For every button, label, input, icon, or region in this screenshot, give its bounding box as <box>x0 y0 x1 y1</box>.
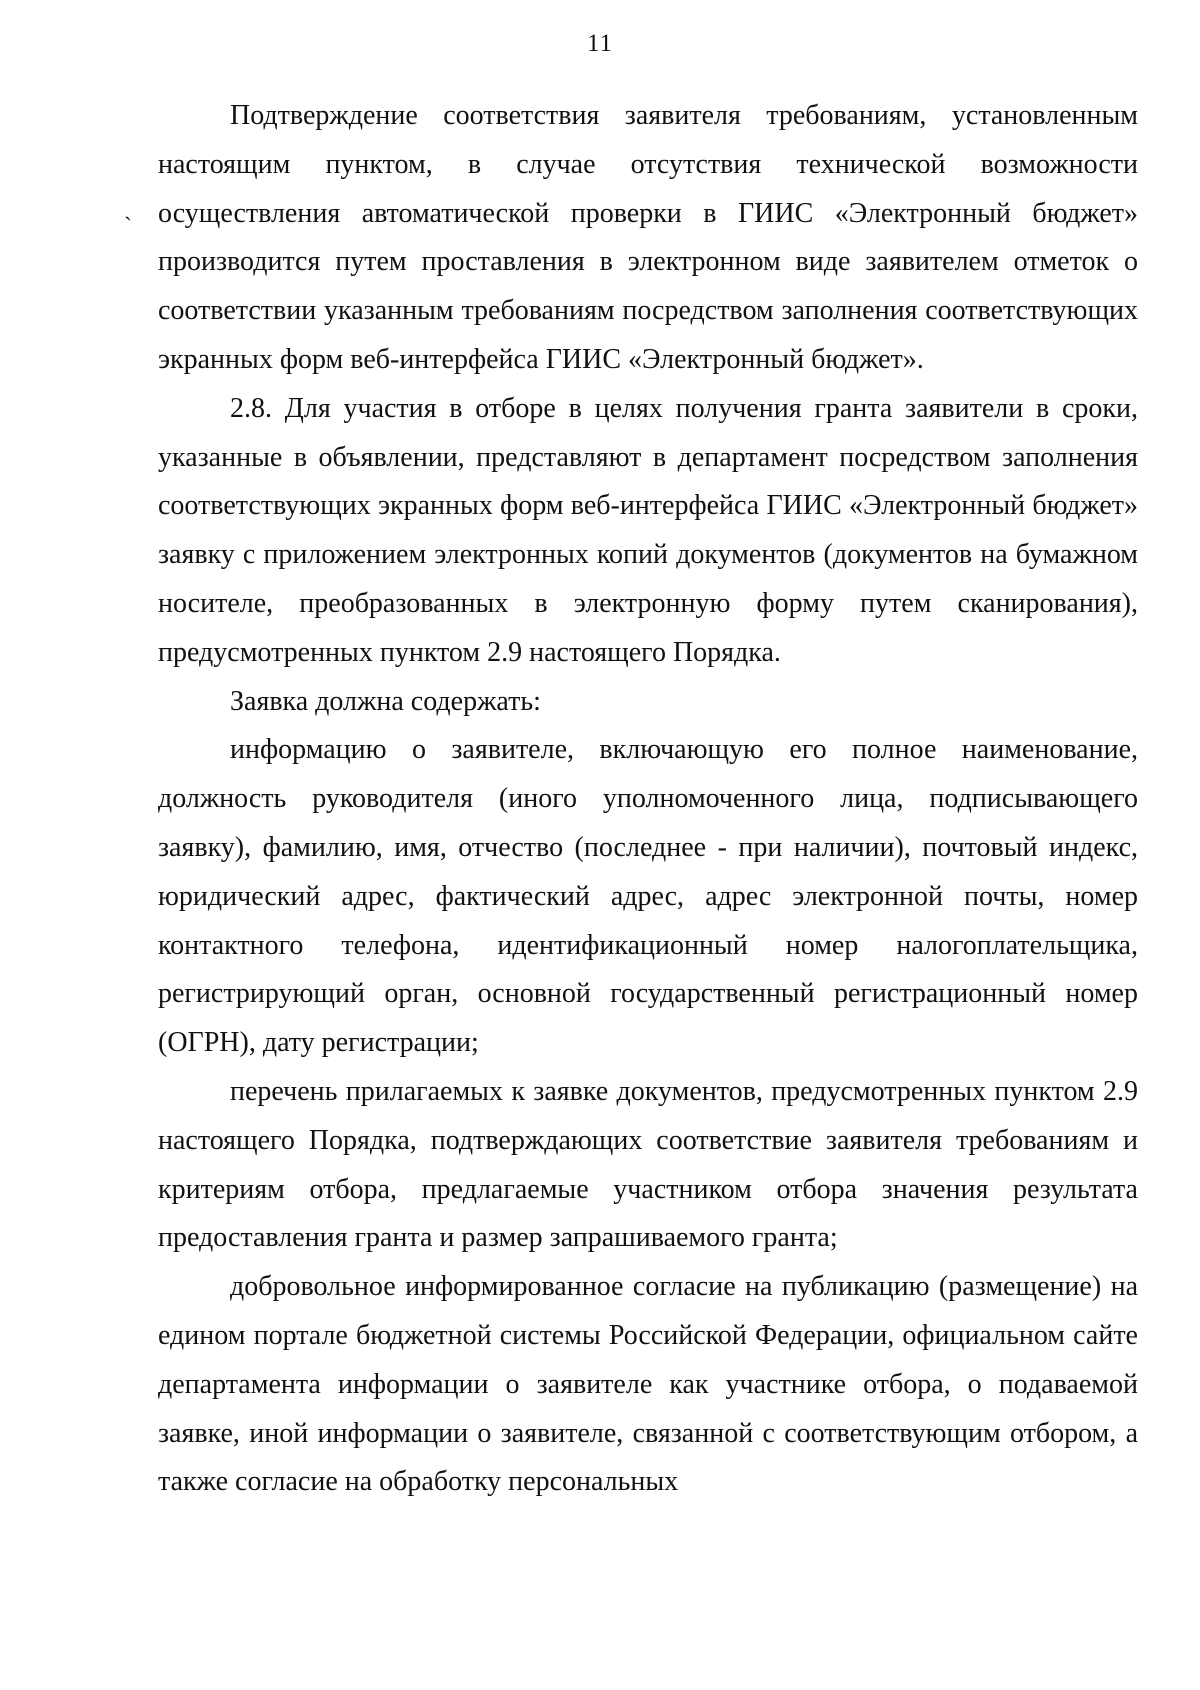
page-number: 11 <box>586 30 614 57</box>
margin-pen-mark: ˏ <box>124 195 132 221</box>
document-body <box>158 92 1138 1507</box>
paragraph-section-2-8: 2.8. Для участия в отборе в целях получения гранта заявители в сроки, указанные в объявлении, представляют в департамент посредством заполнения соответствующих экранных форм веб-интерфейса ГИИС «Электронный бюджет» заявку с приложением электронных копий документов (документов на бумажном носителе, преобразованных в электронную форму путем сканирования), предусмотренных пунктом 2.9 настоящего Порядка. <box>158 392 1138 668</box>
paragraph-applicant-information: информацию о заявителе, включающую его полное наименование, должность руководителя (иного уполномоченного лица, подписывающего заявку), фамилию, имя, отчество (последнее - при наличии), почтовый индекс, юридический адрес, фактический адрес, адрес электронной почты, номер контактного телефона, идентификационный номер налогоплательщика, регистрирующий орган, основной государственный регистрационный номер (ОГРН), дату регистрации; <box>158 734 1138 1059</box>
paragraph-publication-consent: добровольное информированное согласие на публикацию (размещение) на едином портале бюджетной системы Российской Федерации, официальном сайте департамента информации о заявителе как участнике отбора, о подаваемой заявке, иной информации о заявителе, связанной с соответствующим отбором, а также согласие на обработку персональных <box>158 1271 1138 1498</box>
paragraph-documents-list: перечень прилагаемых к заявке документов, предусмотренных пунктом 2.9 настоящего Порядка, подтверждающих соответствие заявителя требованиям и критериям отбора, предлагаемые участником отбора значения результата предоставления гранта и размер запрашиваемого гранта; <box>158 1075 1138 1254</box>
paragraph-application-contents-intro: Заявка должна содержать: <box>230 685 541 717</box>
paragraph-requirements-confirmation: Подтверждение соответствия заявителя требованиям, установленным настоящим пунктом, в случае отсутствия технической возможности осуществления автоматической проверки в ГИИС «Электронный бюджет» производится путем проставления в электронном виде заявителем отметок о соответствии указанным требованиям посредством заполнения соответствующих экранных форм веб-интерфейса ГИИС «Электронный бюджет». <box>158 100 1138 375</box>
